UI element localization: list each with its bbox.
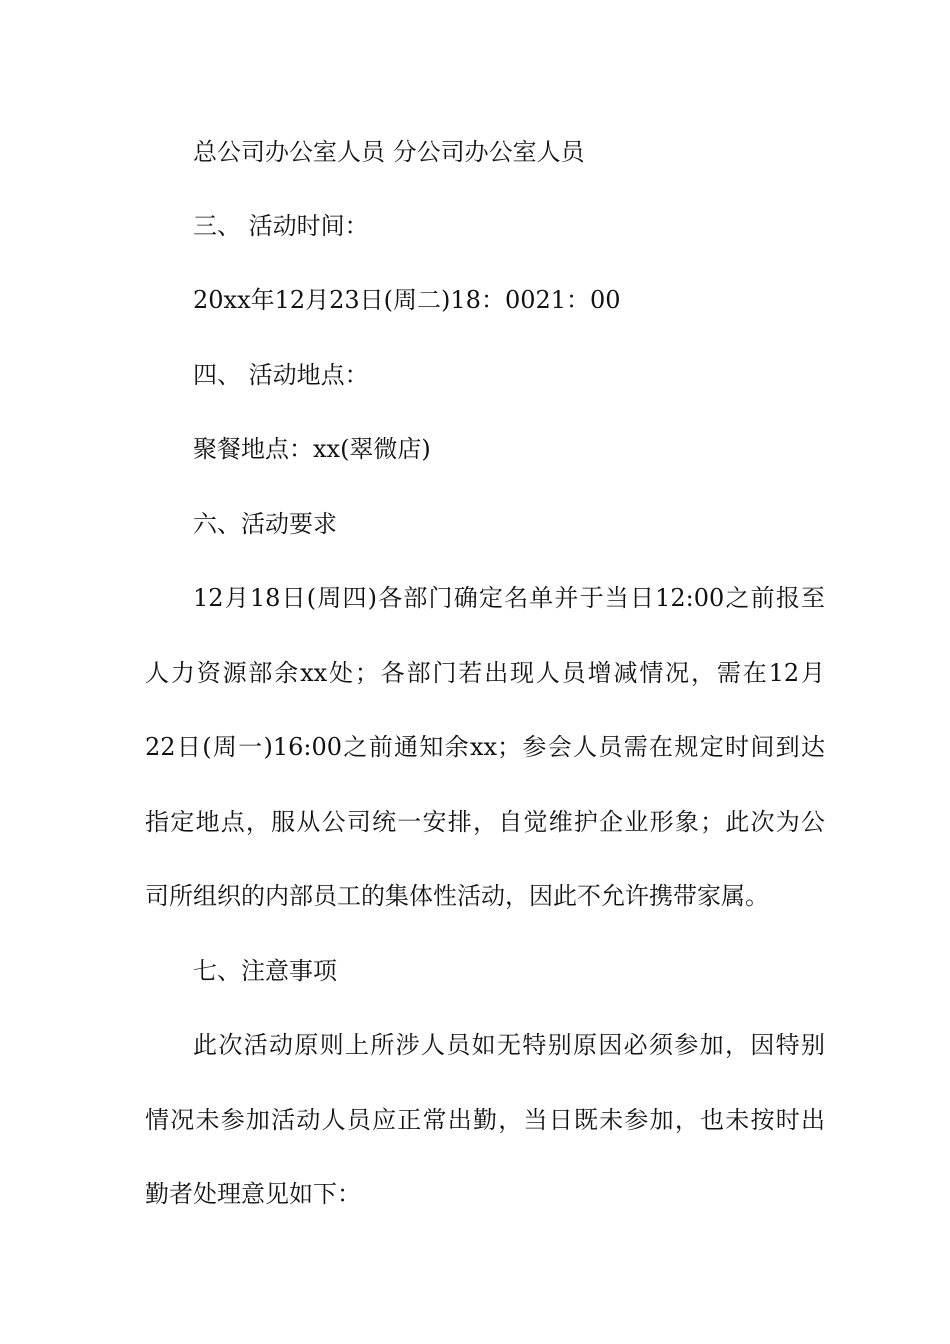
activity-location-text: 聚餐地点：xx(翠微店) <box>193 435 431 463</box>
section-heading-location: 四、 活动地点： <box>193 361 369 389</box>
notes-paragraph-line: 此次活动原则上所涉人员如无特别原因必须参加，因特别 <box>193 1031 825 1059</box>
requirements-paragraph-line: 人力资源部余xx处；各部门若出现人员增减情况，需在12月 <box>145 659 825 687</box>
section-heading-time: 三、 活动时间： <box>193 212 369 240</box>
notes-paragraph-line: 情况未参加活动人员应正常出勤，当日既未参加，也未按时出 <box>145 1106 825 1134</box>
section-heading-requirements: 六、活动要求 <box>193 510 337 538</box>
section-heading-notes: 七、注意事项 <box>193 957 337 985</box>
requirements-paragraph-line: 指定地点，服从公司统一安排，自觉维护企业形象；此次为公 <box>145 808 825 836</box>
requirements-paragraph-line: 22日(周一)16:00之前通知余xx；参会人员需在规定时间到达 <box>145 733 825 761</box>
activity-time-text: 20xx年12月23日(周二)18：0021：00 <box>193 286 621 314</box>
requirements-paragraph-line: 司所组织的内部员工的集体性活动，因此不允许携带家属。 <box>145 882 769 910</box>
attendees-line: 总公司办公室人员 分公司办公室人员 <box>193 138 585 166</box>
requirements-paragraph-line: 12月18日(周四)各部门确定名单并于当日12:00之前报至 <box>193 584 825 612</box>
notes-paragraph-line: 勤者处理意见如下： <box>145 1180 361 1208</box>
